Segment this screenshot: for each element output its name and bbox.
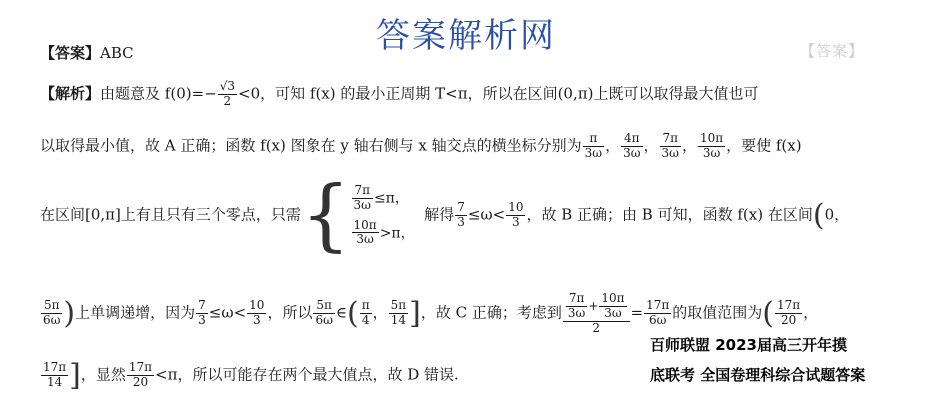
system-brace: { <box>300 170 351 261</box>
fraction-numerator: 7 <box>457 200 465 215</box>
system-row <box>351 184 415 213</box>
analysis-text: 由题意及 f(0)=− <box>100 84 217 103</box>
answer-tag: 【答案】 <box>40 44 101 62</box>
footer-line-2: 底联考 全国卷理科综合试题答案 <box>646 364 869 385</box>
analysis-text: ，所以 <box>267 303 313 322</box>
analysis-text: ≤ω< <box>208 303 247 322</box>
analysis-text: 0， <box>824 205 850 224</box>
fraction-numerator: 17π <box>128 360 153 375</box>
system-row <box>351 219 415 248</box>
fraction-numerator: 7 <box>198 298 206 313</box>
fraction-denominator: 3ω <box>623 145 641 160</box>
fraction-denominator: 3ω <box>584 145 603 160</box>
analysis-text: 的取值范围为 <box>672 303 763 322</box>
fraction-denominator: 3ω <box>356 232 374 247</box>
fraction <box>644 299 671 328</box>
fraction <box>41 361 68 390</box>
fraction <box>566 292 587 321</box>
fraction-denominator: 3 <box>252 313 261 328</box>
fraction <box>621 132 642 161</box>
fraction <box>352 184 373 213</box>
analysis-text: ，显然 <box>80 365 126 384</box>
fraction-denominator: 2 <box>592 320 601 335</box>
fraction-denominator: 6ω <box>648 313 667 328</box>
answer-line <box>40 42 134 63</box>
fraction-denominator: 2 <box>223 93 232 108</box>
analysis-text: ，故 B 正确；由 B 可知，函数 f(x) 在区间 <box>526 205 813 224</box>
fraction <box>247 299 266 328</box>
fraction <box>698 132 725 161</box>
fraction-denominator: 3ω <box>353 197 371 212</box>
paren-open: ( <box>812 198 825 234</box>
fraction-numerator: 5π <box>41 299 62 314</box>
fraction <box>218 80 237 109</box>
fraction-numerator: √3 <box>219 79 236 93</box>
fraction-denominator: 14 <box>390 313 407 328</box>
fraction-denominator: 3 <box>457 215 465 230</box>
analysis-text: <π，所以可能存在两个最大值点，故 D 错误. <box>155 365 459 384</box>
footer-line-1: 百师联盟 2023届高三开年摸 <box>646 334 851 355</box>
fraction-numerator: $\frac{7\pi}{3\omega}$ + $\frac{10\pi}{3\omega}$ <box>563 292 630 322</box>
paren-close: ) <box>63 296 76 332</box>
inequality-system <box>351 178 415 253</box>
fraction <box>127 361 154 390</box>
fraction <box>775 299 802 328</box>
fraction-denominator: 3ω <box>567 305 586 320</box>
analysis-text: ≤ω< <box>467 205 506 224</box>
fraction <box>352 219 379 248</box>
analysis-text: 解得 <box>424 205 455 224</box>
fraction <box>196 299 208 328</box>
fraction <box>41 299 62 328</box>
bracket-close: ] <box>409 296 421 332</box>
fraction-denominator: 14 <box>46 375 63 389</box>
fraction <box>583 132 604 161</box>
fraction-denominator: 3ω <box>661 145 679 160</box>
fraction-numerator: 10π <box>353 217 377 232</box>
watermark-title: 答案解析网 <box>376 16 556 56</box>
fraction-denominator: 6ω <box>315 313 333 328</box>
analysis-line-1 <box>40 80 758 109</box>
fraction <box>660 132 681 161</box>
analysis-text: <0，可知 f(x) 的最小正周期 T<π，所以在区间(0,π)上既可以取得最大值也可 <box>238 84 759 103</box>
fraction-denominator: 6ω <box>43 313 61 328</box>
fraction-denominator: 20 <box>780 313 797 328</box>
answer-value: ABC <box>100 44 134 62</box>
fraction-numerator: 10π <box>699 131 724 145</box>
analysis-text: = <box>630 303 644 322</box>
fraction-numerator: π <box>583 132 604 147</box>
fraction-numerator: 5π <box>390 298 407 313</box>
analysis-text: 上单调递增，因为 <box>75 303 196 322</box>
ghost-answer-tag: 【答案】 <box>800 42 865 60</box>
analysis-line-2: 以取得最小值，故 A 正确；函数 f(x) 图象在 y 轴右侧与 x 轴交点的横坐标分别为 $\frac{\pi}{3\omega}$ ， $\frac{4\pi}{3\omega}$ ， $\frac{7\pi}{3\omega}$ ， $\frac{10\pi}{3\omega}$ ，要使 f(x) <box>40 131 802 160</box>
fraction-denominator: 4 <box>361 313 370 328</box>
compound-fraction <box>563 292 630 335</box>
analysis-tag: 【解析】 <box>40 84 101 103</box>
fraction-numerator: 10 <box>508 200 524 215</box>
fraction <box>506 201 525 230</box>
fraction-numerator: 17π <box>777 298 801 313</box>
analysis-text: ∈ <box>335 303 347 322</box>
fraction-numerator: 10 <box>249 298 265 313</box>
fraction <box>599 292 626 321</box>
fraction-denominator: 3ω <box>702 145 721 160</box>
fraction-numerator: 17π <box>646 298 670 313</box>
fraction-numerator: 5π <box>313 299 334 314</box>
system-relation: ≤π， <box>373 190 409 207</box>
analysis-line-3 <box>40 170 850 261</box>
analysis-text: ，要使 f(x) <box>726 136 802 155</box>
fraction-numerator: 7π <box>566 292 587 307</box>
fraction-numerator: 7π <box>660 132 681 147</box>
paren-open: ( <box>762 296 774 332</box>
analysis-line-4: $\frac{5\pi}{6\omega}$ )上单调递增，因为 $\frac{7}{3}$ ≤ω< $\frac{10}{3}$ ，所以 $\frac{5\pi}{6\omega}$ ∈( $\frac{\pi}{4}$ ， $\frac{5\pi}{14}$ ]，故 C 正确；考虑到 $\frac{7\pi}{3\omega}$ + $\frac{10\pi}{3\omega}$ 2 = $\frac{17\pi}{6\omega}$ 的取值范围为( $\frac{17\pi}{20}$ ， <box>43 291 819 335</box>
fraction <box>360 299 372 328</box>
fraction-denominator: 3 <box>198 313 206 328</box>
fraction-denominator: 20 <box>132 375 149 389</box>
fraction-denominator: 3 <box>512 215 520 230</box>
system-relation: >π， <box>379 224 415 241</box>
analysis-line-5 <box>40 358 459 393</box>
fraction-numerator: 17π <box>43 360 67 375</box>
paren-open: ( <box>347 296 359 332</box>
fraction-denominator: 3ω <box>604 305 622 320</box>
fraction-numerator: π <box>361 298 370 313</box>
analysis-text: 在区间[0,π]上有且只有三个零点，只需 <box>40 205 301 224</box>
analysis-text: ，故 C 正确；考虑到 <box>420 303 562 322</box>
fraction <box>313 299 334 328</box>
fraction-numerator: 10π <box>601 291 625 305</box>
analysis-text: 以取得最小值，故 A 正确；函数 f(x) 图象在 y 轴右侧与 x 轴交点的横坐标分别为 <box>40 136 582 155</box>
bracket-close: ] <box>69 358 81 393</box>
fraction <box>389 299 409 328</box>
fraction-numerator: 7π <box>352 184 373 199</box>
fraction <box>455 201 467 230</box>
fraction-numerator: 4π <box>621 132 642 147</box>
